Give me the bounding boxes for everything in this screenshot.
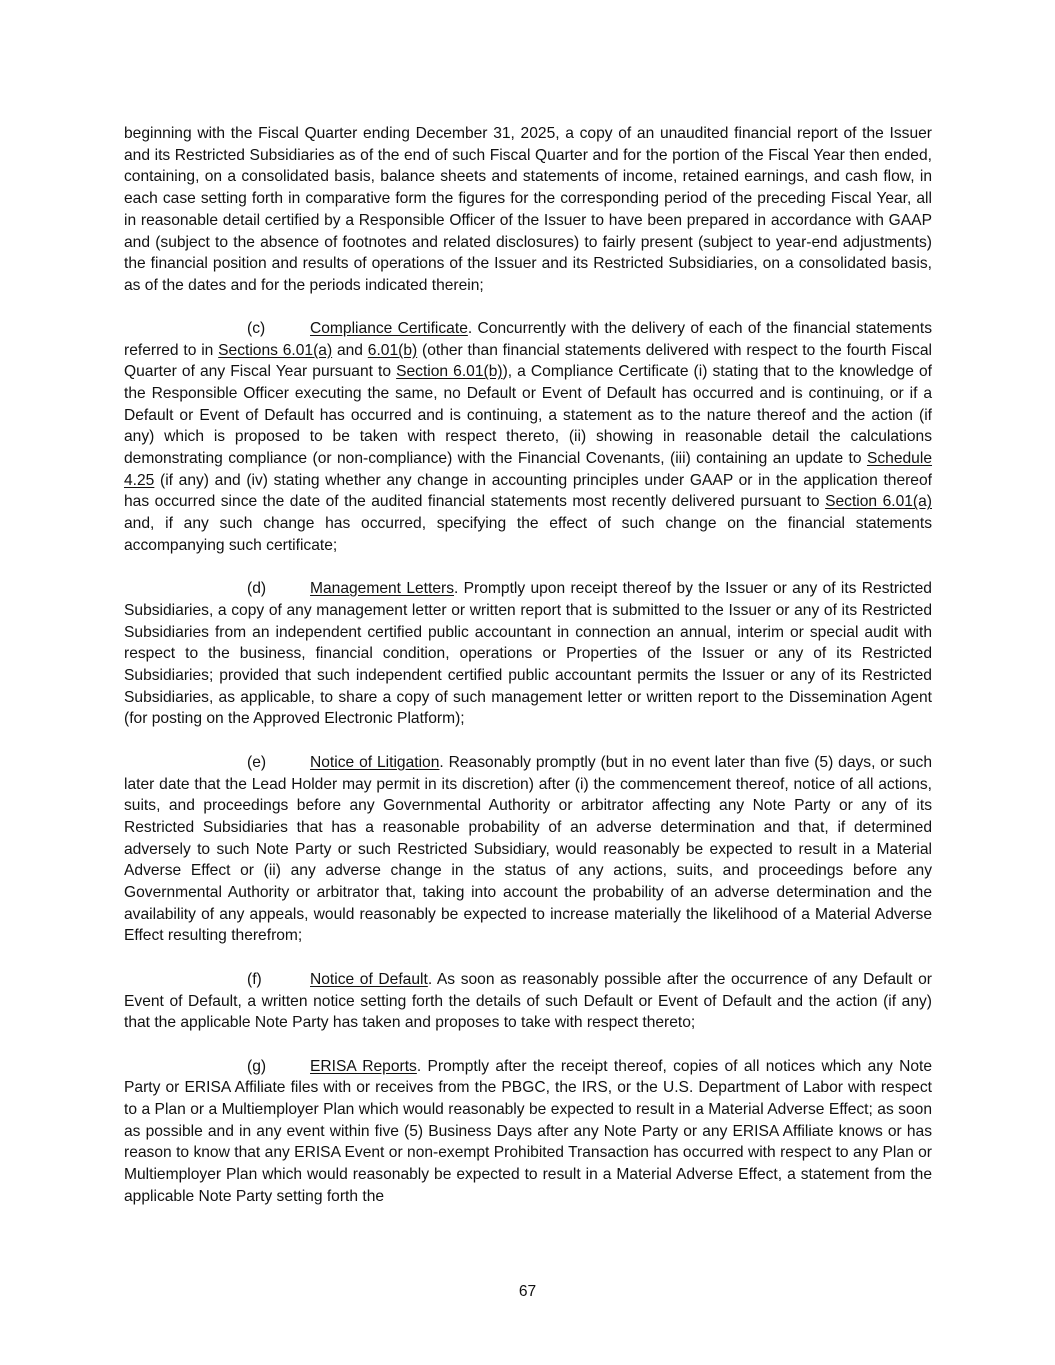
section-heading: Notice of Litigation bbox=[310, 753, 440, 771]
paragraph-text: and, if any such change has occurred, specifying the effect of such change on the financial statements accompanying such certificate; bbox=[124, 515, 932, 554]
paragraph-c bbox=[124, 318, 932, 557]
paragraph-text: . As soon as reasonably possible after the occurrence of any Default or Event of Default, a written notice setting forth the details of such Default or Event of Default and the action (if any) that the applicable Note Party has taken and proposes to take with respect thereto; bbox=[124, 970, 932, 1032]
paragraph-text: ), a Compliance Certificate (i) stating that to the knowledge of the Responsible Officer executing the same, no Default or Event of Default has occurred and is continuing, or if a Default or Event of Default has occurred and is continuing, a statement as to the nature thereof and the action (if any) which is proposed to be taken with respect thereto, (ii) showing in reasonable detail the calculations demonstrating compliance (or non-compliance) with the Financial Covenants, (iii) containing an update to bbox=[124, 363, 932, 468]
section-heading: Notice of Default bbox=[310, 970, 428, 988]
paragraph-text: and bbox=[332, 341, 368, 359]
document-page bbox=[124, 123, 932, 1229]
item-label: (f) bbox=[247, 970, 262, 988]
cross-reference: Section 6.01(b) bbox=[396, 363, 503, 381]
cross-reference: Sections 6.01(a) bbox=[218, 341, 333, 359]
section-heading: ERISA Reports bbox=[310, 1057, 417, 1075]
cross-reference: Section 6.01(a) bbox=[825, 493, 932, 511]
paragraph-text: . Promptly upon receipt thereof by the Issuer or any of its Restricted Subsidiaries, a copy of any management letter or written report that is submitted to the Issuer or any of its Restricted Subsidiaries from an independent certified public accountant in connection an annual, interim or special audit with respect to the business, financial condition, operations or Properties of the Issuer or any of its Restricted Subsidiaries; provided that such independent certified public accountant permits the Issuer or any of its Restricted Subsidiaries, as applicable, to share a copy of such management letter or written report to the Dissemination Agent (for posting on the Approved Electronic Platform); bbox=[124, 580, 932, 728]
paragraph-d bbox=[124, 578, 932, 730]
page-number: 67 bbox=[518, 1283, 537, 1300]
paragraph-e bbox=[124, 752, 932, 947]
paragraph-text: (if any) and (iv) stating whether any change in accounting principles under GAAP or in the application thereof has occurred since the date of the audited financial statements most recently delivered pursuant to bbox=[124, 471, 932, 511]
paragraph-text: . Concurrently with the delivery of each of the financial statements referred to in bbox=[124, 319, 933, 359]
paragraph-text: beginning with the Fiscal Quarter ending December 31, 2025, a copy of an unaudited financial report of the Issuer and its Restricted Subsidiaries as of the end of such Fiscal Quarter and for the portion of the Fiscal Year then ended, containing, on a consolidated basis, balance sheets and statements of income, retained earnings, and cash flow, in each case setting forth in comparative form the figures for the corresponding period of the preceding Fiscal Year, all in reasonable detail certified by a Responsible Officer of the Issuer to have been prepared in accordance with GAAP and (subject to the absence of footnotes and related disclosures) to fairly present (subject to year-end adjustments) the financial position and results of operations of the Issuer and its Restricted Subsidiaries, on a consolidated basis, as of the dates and for the periods indicated therein; bbox=[124, 125, 932, 294]
item-label: (d) bbox=[247, 580, 267, 598]
item-label: (c) bbox=[247, 319, 266, 337]
paragraph-text: . Reasonably promptly (but in no event later than five (5) days, or such later date that the Lead Holder may permit in its discretion) after (i) the commencement thereof, notice of all actions, suits, and proceedings before any Governmental Authority or arbitrator affecting any Note Party or any of its Restricted Subsidiaries that has a reasonable probability of an adverse determination and that, if determined adversely to such Note Party or such Restricted Subsidiary, would reasonably be expected to result in a Material Adverse Effect or (ii) any adverse change in the status of any actions, suits, and proceedings before any Governmental Authority or arbitrator that, taking into account the probability of an adverse determination and the availability of any appeals, would reasonably be expected to increase materially the likelihood of a Material Adverse Effect resulting therefrom; bbox=[124, 753, 932, 945]
cross-reference: Schedule 4.25 bbox=[124, 450, 932, 489]
item-label: (e) bbox=[247, 753, 267, 771]
paragraph-text: (other than financial statements delivered with respect to the fourth Fiscal Quarter of any Fiscal Year pursuant to bbox=[124, 341, 932, 381]
paragraph-f bbox=[124, 969, 932, 1034]
item-label: (g) bbox=[247, 1057, 267, 1075]
paragraph-b-continuation bbox=[124, 123, 932, 297]
section-heading: Management Letters bbox=[310, 580, 454, 598]
cross-reference: 6.01(b) bbox=[367, 341, 418, 359]
section-heading: Compliance Certificate bbox=[310, 319, 468, 337]
paragraph-g bbox=[124, 1056, 932, 1208]
paragraph-text: . Promptly after the receipt thereof, copies of all notices which any Note Party or ERISA Affiliate files with or receives from the PBGC, the IRS, or the U.S. Department of Labor with respect to a Plan or a Multiemployer Plan which would reasonably be expected to result in a Material Adverse Effect; as soon as possible and in any event within five (5) Business Days after any Note Party or any ERISA Affiliate knows or has reason to know that any ERISA Event or non-exempt Prohibited Transaction has occurred with respect to any Plan or Multiemployer Plan which would reasonably be expected to result in a Material Adverse Effect, a statement from the applicable Note Party setting forth the bbox=[124, 1057, 933, 1205]
